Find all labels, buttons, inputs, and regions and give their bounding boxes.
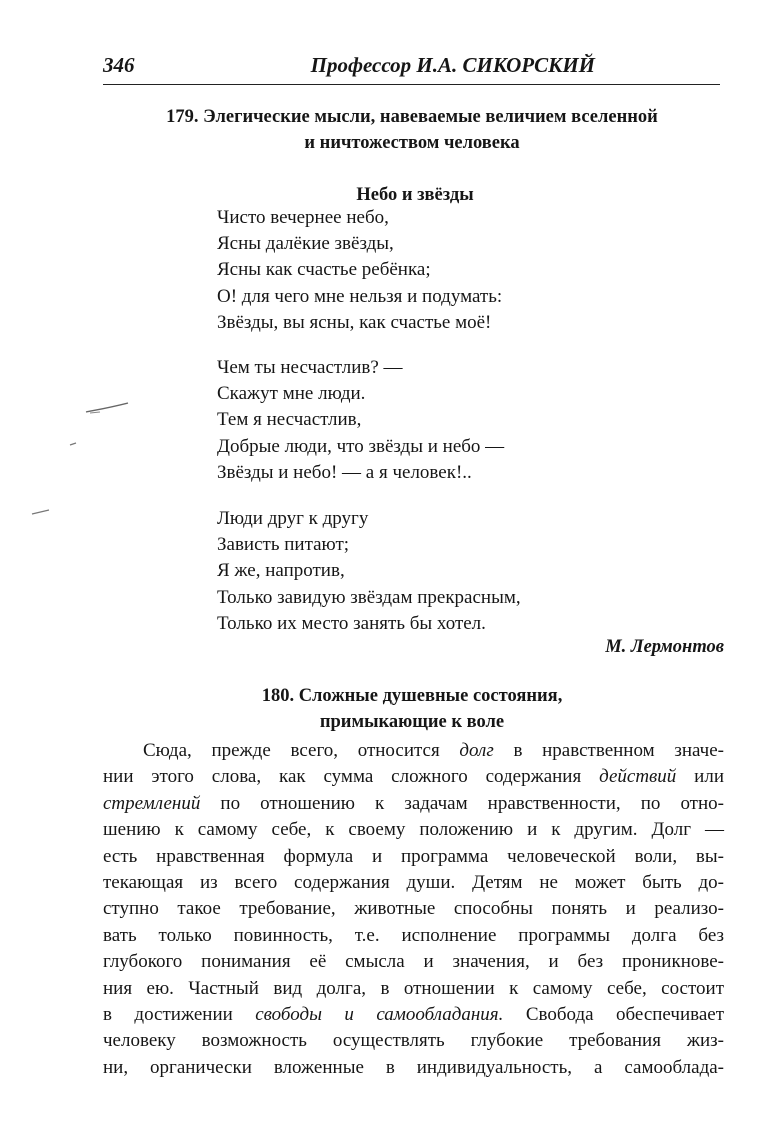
poem-line: Только их место занять бы хотел.: [217, 612, 486, 634]
poem-stanza-2: [217, 355, 657, 486]
poem-line: О! для чего мне нельзя и подумать:: [217, 285, 503, 307]
text-run: человеку возможность осуществлять глубокие требования жиз-: [103, 1030, 724, 1052]
body-text-line: [103, 817, 724, 843]
section-180-body: [103, 738, 724, 1081]
poem-line: Скажут мне люди.: [217, 383, 366, 405]
text-run: в нравственном значе-: [493, 740, 724, 761]
section-179-title-line-2: и ничтожеством человека: [304, 133, 520, 153]
poem-line: Только завидую звёздам прекрасным,: [217, 586, 521, 608]
text-run: по отношению к задачам нравственности, по отно-: [200, 792, 724, 814]
text-run: ния ею. Частный вид долга, в отношении к самому себе, состоит: [103, 977, 724, 999]
running-title: Профессор И.А. СИКОРСКИЙ: [310, 53, 595, 77]
poem-line: Я же, напротив,: [217, 560, 345, 582]
poem-title: Небо и звёзды: [356, 185, 474, 205]
text-run: в достижении: [103, 1003, 256, 1025]
poem-line: Чем ты несчастлив? —: [217, 357, 403, 378]
text-run: текающая из всего содержания души. Детям не может быть до-: [103, 871, 724, 893]
body-text-line: [103, 870, 724, 896]
section-180-title-line-1: 180. Сложные душевные состояния,: [261, 686, 563, 706]
poem-line: Тем я несчастлив,: [217, 409, 362, 431]
body-text-line: [103, 738, 724, 764]
poem-stanza-1: [217, 205, 657, 336]
body-text-line: [103, 1028, 724, 1054]
text-run: ступно такое требование, животные способны понять и реализо-: [103, 898, 724, 920]
text-run: или: [676, 766, 724, 788]
poem-line: Звёзды и небо! — а я человек!..: [217, 461, 472, 483]
margin-pencil-dot: [68, 440, 80, 448]
body-text-line: [103, 949, 724, 975]
section-180-title: [100, 683, 724, 735]
text-run: есть нравственная формула и программа человеческой воли, вы-: [103, 845, 724, 867]
text-run: шению к самому себе, к своему положению и к другим. Долг —: [103, 819, 724, 841]
text-run: вать только повинность, т.е. исполнение программы долга без: [103, 924, 724, 946]
body-text-line: [103, 896, 724, 922]
poem-line: Чисто вечернее небо,: [217, 207, 389, 228]
body-text-line: [103, 1002, 724, 1028]
text-run: Свобода обеспечивает: [503, 1003, 724, 1025]
body-text-line: [103, 1055, 724, 1081]
poem-line: Добрые люди, что звёзды и небо —: [217, 435, 505, 457]
section-180-title-line-2: примыкающие к воле: [319, 712, 505, 732]
text-run: глубокого понимания её смысла и значения, и без проникнове-: [103, 951, 724, 973]
body-text-line: [103, 844, 724, 870]
poem-author: М. Лермонтов: [605, 637, 724, 657]
body-text-line: [103, 923, 724, 949]
section-179-title: [100, 104, 724, 156]
section-179-title-line-1: 179. Элегические мысли, навеваемые величием вселенной: [166, 107, 658, 127]
poem-line: Зависть питают;: [217, 534, 350, 556]
emphasis-text: действий: [599, 766, 677, 788]
poem-line: Ясны далёкие звёзды,: [217, 233, 394, 255]
poem-stanza-3: [217, 506, 657, 637]
margin-pencil-dash: [30, 506, 52, 518]
emphasis-text: стремлений: [103, 792, 201, 814]
header-rule: [103, 84, 720, 85]
body-text-line: [103, 976, 724, 1002]
text-run: нии этого слова, как сумма сложного содержания: [103, 766, 600, 788]
poem-line: Ясны как счастье ребёнка;: [217, 259, 431, 281]
text-run: Сюда, прежде всего, относится: [143, 740, 460, 761]
poem-line: Звёзды, вы ясны, как счастье моё!: [217, 311, 492, 333]
running-head: [103, 50, 720, 80]
emphasis-text: свободы и самообладания.: [255, 1003, 504, 1025]
emphasis-text: долг: [459, 740, 494, 761]
page-number: 346: [103, 53, 135, 77]
margin-pencil-mark: [82, 400, 132, 422]
poem-line: Люди друг к другу: [217, 508, 369, 529]
body-text-line: [103, 764, 724, 790]
body-text-line: [103, 791, 724, 817]
text-run: ни, органически вложенные в индивидуальность, а самооблада-: [103, 1056, 724, 1078]
